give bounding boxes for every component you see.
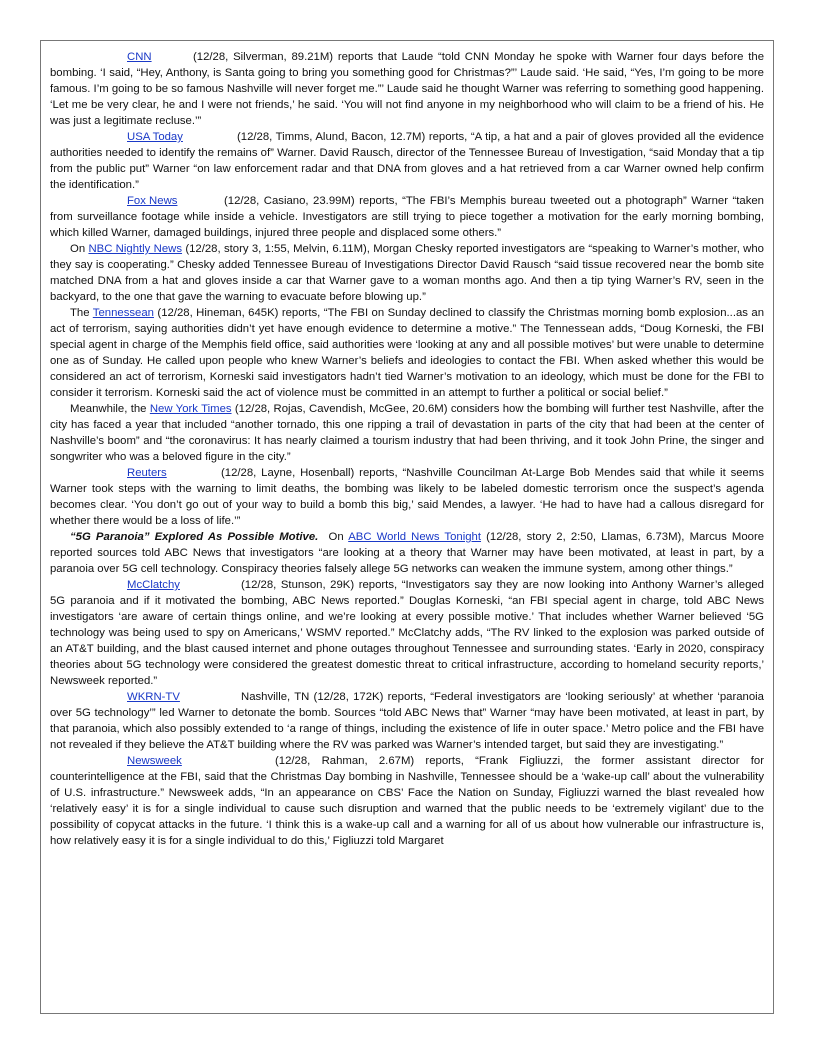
source-link-fox-news[interactable]: Fox News (127, 195, 178, 207)
paragraph-lead: Meanwhile, the (70, 403, 147, 415)
paragraph-text: (12/28, story 3, 1:55, Melvin, 6.11M), Morgan Chesky reported investigators are “speaking to Warner’s mother, who they say is cooperating.” Chesky added Tennessee Bureau of Investigations Director David Rausch “said tissue recovered near the bomb site matched DNA from a hat and gloves inside a car that Warner gave to a woman months ago. And then a tip tying Warner’s RV, seen in the backyard, to the one that gave the warning to evacuate before blowing up.” (50, 243, 764, 303)
paragraph-tennessean (50, 305, 764, 401)
paragraph-nbc (50, 241, 764, 305)
article-body (50, 49, 764, 849)
paragraph-text: (12/28, Layne, Hosenball) reports, “Nashville Councilman At-Large Bob Mendes said that while it seems Warner took steps with the warning to limit deaths, the bombing was likely to be labeled domestic terrorism once the suspect’s agenda becomes clear. ‘You don’t go out of your way to build a bomb this big,’ said Mendes, a lawyer. ‘He had to have had a callous disregard for whether there would be a loss of life.’” (50, 467, 764, 527)
paragraph-reuters (50, 465, 764, 529)
paragraph-cnn (50, 49, 764, 129)
paragraph-text: (12/28, Timms, Alund, Bacon, 12.7M) reports, “A tip, a hat and a pair of gloves provided all the evidence authorities needed to identify the remains of” Warner. David Rausch, director of the Tennessee Bureau of Investigation, “said Monday that a tip from the public put” Warner “on law enforcement radar and that DNA from gloves and a hat retrieved from a car Warner owned help confirm the identification.” (50, 131, 764, 191)
source-link-tennessean[interactable]: Tennessean (92, 307, 154, 319)
source-link-reuters[interactable]: Reuters (127, 467, 167, 479)
source-link-new-york-times[interactable]: New York Times (149, 403, 232, 415)
paragraph-text: (12/28, Casiano, 23.99M) reports, “The FBI’s Memphis bureau tweeted out a photograph” Warner “taken from surveillance footage while inside a vehicle. Investigators are still trying to piece together a motivation for the early morning bombing, which killed Warner, damaged buildings, injured three people and displaced some others.” (50, 195, 764, 239)
paragraph-fox-news (50, 193, 764, 241)
source-link-cnn[interactable]: CNN (127, 51, 152, 63)
paragraph-text: (12/28, Rojas, Cavendish, McGee, 20.6M) considers how the bombing will further test Nashville, after the city has faced a year that included “another tornado, this one ripping a trail of devastation in parts of the city that had been at the center of Nashville’s boom” and “the coronavirus: It has nearly claimed a tourism industry that had been thriving, and it took John Prine, the singer and songwriter who was a beloved figure in the city.” (50, 403, 764, 463)
paragraph-lead: The (70, 307, 90, 319)
paragraph-usa-today (50, 129, 764, 193)
paragraph-text: (12/28, Silverman, 89.21M) reports that Laude “told CNN Monday he spoke with Warner four days before the bombing. ‘I said, “Hey, Anthony, is Santa going to bring you something good for Christmas?”’ Laude said. ‘He said, “Yes, I’m going to be more famous. I’m going to be so famous Nashville will never forget me.”’ Laude said he thought Warner was referring to something good happening. ‘Let me be very clear, he and I were not friends,’ he said. ‘You will not find anyone in my neighborhood who will claim to be a friend of his. He was just a legitimate recluse.’” (50, 51, 764, 127)
page-frame (40, 40, 774, 1014)
paragraph-text: (12/28, Hineman, 645K) reports, “The FBI on Sunday declined to classify the Christmas morning bomb explosion...as an act of terrorism, saying authorities didn’t yet have enough evidence to determine a motive.” The Tennessean adds, “Doug Korneski, the FBI special agent in charge of the Memphis field office, said authorities were ‘looking at any and all possible motives’ but were unable to determine one as of Sunday. He called upon people who knew Warner’s beliefs and ideologies to contact the FBI. When asked whether this would be considered an act of terrorism, Korneski said investigators hadn’t tied Warner’s motivation to an ideology, which must be done for the FBI to consider it terrorism. Korneski said the act of violence must be committed in an attempt to further a political or social belief.” (50, 307, 765, 399)
source-link-nbc-nightly-news[interactable]: NBC Nightly News (88, 243, 183, 255)
paragraph-nyt (50, 401, 764, 465)
paragraph-newsweek (50, 753, 764, 849)
paragraph-lead: On (328, 531, 344, 543)
paragraph-abc (50, 529, 764, 577)
paragraph-text: Nashville, TN (12/28, 172K) reports, “Federal investigators are ‘looking seriously’ at whether ‘paranoia over 5G technology’” led Warner to detonate the bomb. Sources “told ABC News that” Warner “may have been motivated, at least in part, by that paranoia, which also possibly extended to ‘a range of things, including the existence of life in outer space.’ Metro police and the FBI have not revealed if they believe the AT&T building where the RV was parked was Warner’s intended target, but said they are investigating.” (50, 691, 764, 751)
paragraph-wkrn (50, 689, 764, 753)
paragraph-mcclatchy (50, 577, 764, 689)
paragraph-text: (12/28, Stunson, 29K) reports, “Investigators say they are now looking into Anthony Warner’s alleged 5G paranoia and if it motivated the bombing, ABC News reported.” Douglas Korneski, “an FBI special agent in charge, told ABC News investigators ‘are aware of certain things online, and we’re looking at every possible motive.’ That includes whether Warner believed ‘5G technology was being used to spy on Americans,’ WSMV reported.” McClatchy adds, “The RV linked to the explosion was parked outside of an AT&T building, and the blast caused internet and phone outages throughout Tennessee and surrounding states. ‘Early in 2020, conspiracy theories about 5G technology were considered the greatest domestic threat to critical infrastructure, according to homeland security reports,’ Newsweek reported.” (50, 579, 764, 687)
source-link-abc-world-news-tonight[interactable]: ABC World News Tonight (348, 531, 482, 543)
source-link-newsweek[interactable]: Newsweek (127, 755, 182, 767)
source-link-usa-today[interactable]: USA Today (127, 131, 183, 143)
paragraph-text: (12/28, Rahman, 2.67M) reports, “Frank Figliuzzi, the former assistant director for counterintelligence at the FBI, said that the Christmas Day bombing in Nashville, Tennessee should be a ‘wake-up call’ about the vulnerability of U.S. infrastructure.” Newsweek adds, “In an appearance on CBS’ Face the Nation on Sunday, Figliuzzi warned the blast revealed how ‘relatively easy’ it is for a single individual to cause such disruption and warned that the public needs to be ‘extremely vigilant’ due to the possibility of copycat attacks in the future. ‘I think this is a wake-up call and a warning for all of us about how vulnerable our infrastructure is, how relatively easy it is for a single individual to do this,’ Figliuzzi told Margaret (50, 755, 764, 847)
paragraph-text: (12/28, story 2, 2:50, Llamas, 6.73M), Marcus Moore reported sources told ABC News that investigators “are looking at a theory that Warner may have been motivated, at least in part, by a paranoia over 5G cell technology. Conspiracy theories falsely allege 5G networks can weaken the immune system, among other things.” (50, 531, 765, 575)
source-link-mcclatchy[interactable]: McClatchy (127, 579, 180, 591)
source-link-wkrn-tv[interactable]: WKRN-TV (127, 691, 180, 703)
paragraph-lead: On (70, 243, 86, 255)
section-heading: “5G Paranoia” Explored As Possible Motive. (70, 531, 319, 543)
